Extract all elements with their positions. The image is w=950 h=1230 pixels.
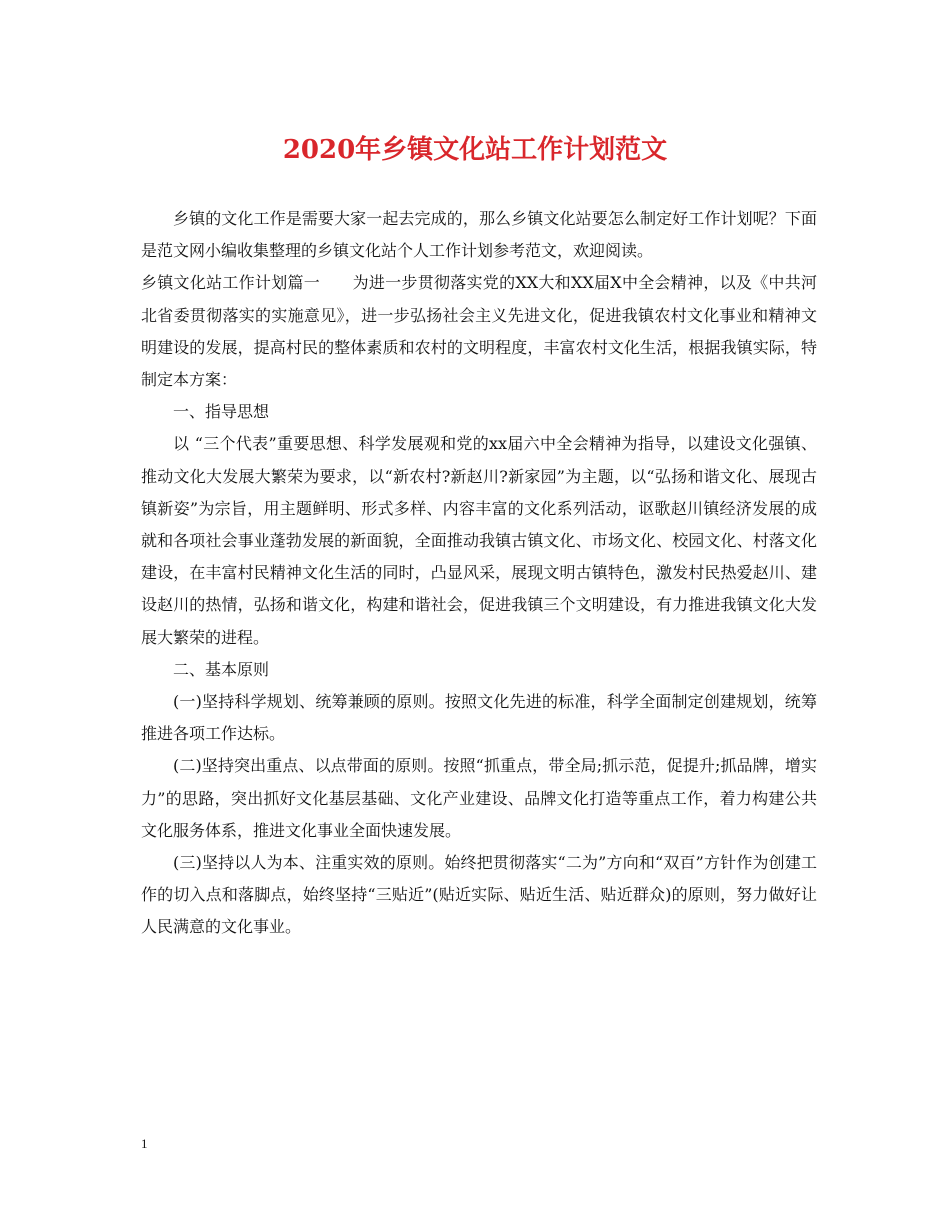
guiding-ideology-paragraph: 以 “三个代表”重要思想、科学发展观和党的xx届六中全会精神为指导，以建设文化强镇、推动文化大发展大繁荣为要求，以“新农村?新赵川?新家园”为主题，以“弘扬和谐文化、展现古镇新姿”为宗旨，用主题鲜明、形式多样、内容丰富的文化系列活动，讴歌赵川镇经济发展的成就和各项社会事业蓬勃发展的新面貌，全面推动我镇古镇文化、市场文化、校园文化、村落文化建设，在丰富村民精神文化生活的同时，凸显风采，展现文明古镇特色，激发村民热爱赵川、建设赵川的热情，弘扬和谐文化，构建和谐社会，促进我镇三个文明建设，有力推进我镇文化大发展大繁荣的进程。 <box>141 434 817 647</box>
intro-paragraph: 乡镇的文化工作是需要大家一起去完成的，那么乡镇文化站要怎么制定好工作计划呢？下面是范文网小编收集整理的乡镇文化站个人工作计划参考范文，欢迎阅读。 <box>141 209 817 261</box>
section-heading-guiding-ideology: 一、指导思想 <box>173 402 270 422</box>
page-number: 1 <box>141 1136 148 1151</box>
section-heading-basic-principles: 二、基本原则 <box>173 659 270 679</box>
document-title: 2020年乡镇文化站工作计划范文 <box>282 135 668 165</box>
plan-intro-paragraph: 乡镇文化站工作计划篇一 为进一步贯彻落实党的XX大和XX届X中全会精神，以及《中共河北省委贯彻落实的实施意见》，进一步弘扬社会主义先进文化，促进我镇农村文化事业和精神文明建设的发展，提高村民的整体素质和农村的文明程度，丰富农村文化生活，根据我镇实际，特制定本方案： <box>141 273 817 390</box>
principle-paragraph-2: (二)坚持突出重点、以点带面的原则。按照“抓重点，带全局;抓示范，促提升;抓品牌，增实力”的思路，突出抓好文化基层基础、文化产业建设、品牌文化打造等重点工作，着力构建公共文化服务体系，推进文化事业全面快速发展。 <box>141 756 817 840</box>
principle-paragraph-1: (一)坚持科学规划、统筹兼顾的原则。按照文化先进的标准，科学全面制定创建规划，统筹推进各项工作达标。 <box>141 692 817 744</box>
document-body <box>141 203 817 944</box>
principle-paragraph-3: (三)坚持以人为本、注重实效的原则。始终把贯彻落实“二为”方向和“双百”方针作为创建工作的切入点和落脚点，始终坚持“三贴近”(贴近实际、贴近生活、贴近群众)的原则，努力做好让人民满意的文化事业。 <box>141 853 817 937</box>
